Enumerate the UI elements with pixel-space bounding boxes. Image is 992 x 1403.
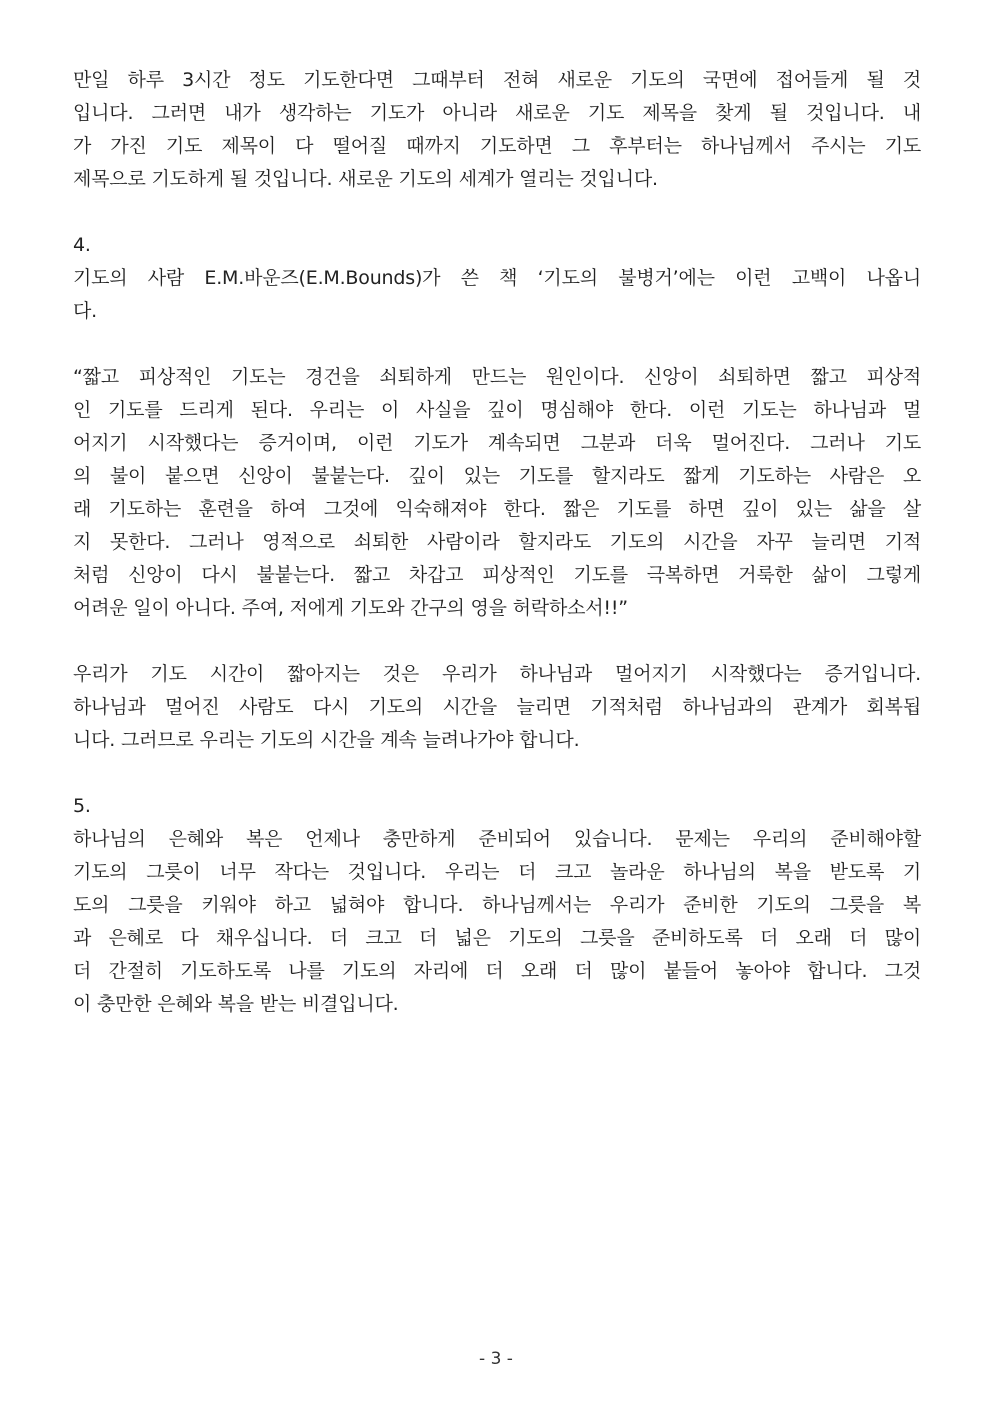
text-line: 제목으로 기도하게 될 것입니다. 새로운 기도의 세계가 열리는 것입니다. <box>73 168 658 190</box>
text-line: 어지기 시작했다는 증거이며, 이런 기도가 계속되면 그분과 더욱 멀어진다. 그러나 기도 <box>73 432 921 454</box>
paragraph-spacer <box>73 625 921 658</box>
text-line: 다. <box>73 300 97 322</box>
paragraph-prayer-time <box>73 658 921 757</box>
section-5 <box>73 790 921 1021</box>
section-number: 4. <box>73 234 91 256</box>
text-line: 처럼 신앙이 다시 불붙는다. 짧고 차갑고 피상적인 기도를 극복하면 거룩한 삶이 그렇게 <box>73 564 921 586</box>
document-body <box>73 64 921 1021</box>
paragraph-spacer <box>73 757 921 790</box>
text-line: 인 기도를 드리게 된다. 우리는 이 사실을 깊이 명심해야 한다. 이런 기도는 하나님과 멀 <box>73 399 921 421</box>
text-line: 어려운 일이 아니다. 주여, 저에게 기도와 간구의 영을 허락하소서!!” <box>73 597 628 619</box>
text-line: 과 은혜로 다 채우십니다. 더 크고 더 넓은 기도의 그릇을 준비하도록 더 오래 더 많이 <box>73 927 921 949</box>
text-line: 니다. 그러므로 우리는 기도의 시간을 계속 늘려나가야 합니다. <box>73 729 580 751</box>
text-line: 더 간절히 기도하도록 나를 기도의 자리에 더 오래 더 많이 붙들어 놓아야 합니다. 그것 <box>73 960 921 982</box>
text-line: 기도의 사람 E.M.바운즈(E.M.Bounds)가 쓴 책 ‘기도의 불병거’에는 이런 고백이 나옵니 <box>73 267 921 289</box>
text-line: 하나님의 은혜와 복은 언제나 충만하게 준비되어 있습니다. 문제는 우리의 준비해야할 <box>73 828 921 850</box>
text-line: 도의 그릇을 키워야 하고 넓혀야 합니다. 하나님께서는 우리가 준비한 기도의 그릇을 복 <box>73 894 921 916</box>
text-line: 가 가진 기도 제목이 다 떨어질 때까지 기도하면 그 후부터는 하나님께서 주시는 기도 <box>73 135 921 157</box>
quote-paragraph <box>73 361 921 625</box>
text-line: 래 기도하는 훈련을 하여 그것에 익숙해져야 한다. 짧은 기도를 하면 깊이 있는 삶을 살 <box>73 498 921 520</box>
paragraph-prayer-three-hours <box>73 64 921 196</box>
paragraph-spacer <box>73 196 921 229</box>
text-line: 만일 하루 3시간 정도 기도한다면 그때부터 전혀 새로운 기도의 국면에 접어들게 될 것 <box>73 69 921 91</box>
text-line: 입니다. 그러면 내가 생각하는 기도가 아니라 새로운 기도 제목을 찾게 될 것입니다. 내 <box>73 102 921 124</box>
text-line: 의 불이 붙으면 신앙이 불붙는다. 깊이 있는 기도를 할지라도 짧게 기도하는 사람은 오 <box>73 465 921 487</box>
text-line: 이 충만한 은혜와 복을 받는 비결입니다. <box>73 993 399 1015</box>
text-line: 하나님과 멀어진 사람도 다시 기도의 시간을 늘리면 기적처럼 하나님과의 관계가 회복됩 <box>73 696 921 718</box>
text-line: “짧고 피상적인 기도는 경건을 쇠퇴하게 만드는 원인이다. 신앙이 쇠퇴하면 짧고 피상적 <box>73 366 921 388</box>
section-4-intro <box>73 229 921 328</box>
paragraph-spacer <box>73 328 921 361</box>
text-line: 우리가 기도 시간이 짧아지는 것은 우리가 하나님과 멀어지기 시작했다는 증거입니다. <box>73 663 921 685</box>
text-line: 지 못한다. 그러나 영적으로 쇠퇴한 사람이라 할지라도 기도의 시간을 자꾸 늘리면 기적 <box>73 531 921 553</box>
section-number: 5. <box>73 795 91 817</box>
text-line: 기도의 그릇이 너무 작다는 것입니다. 우리는 더 크고 놀라운 하나님의 복을 받도록 기 <box>73 861 921 883</box>
page-number: - 3 - <box>479 1349 513 1369</box>
